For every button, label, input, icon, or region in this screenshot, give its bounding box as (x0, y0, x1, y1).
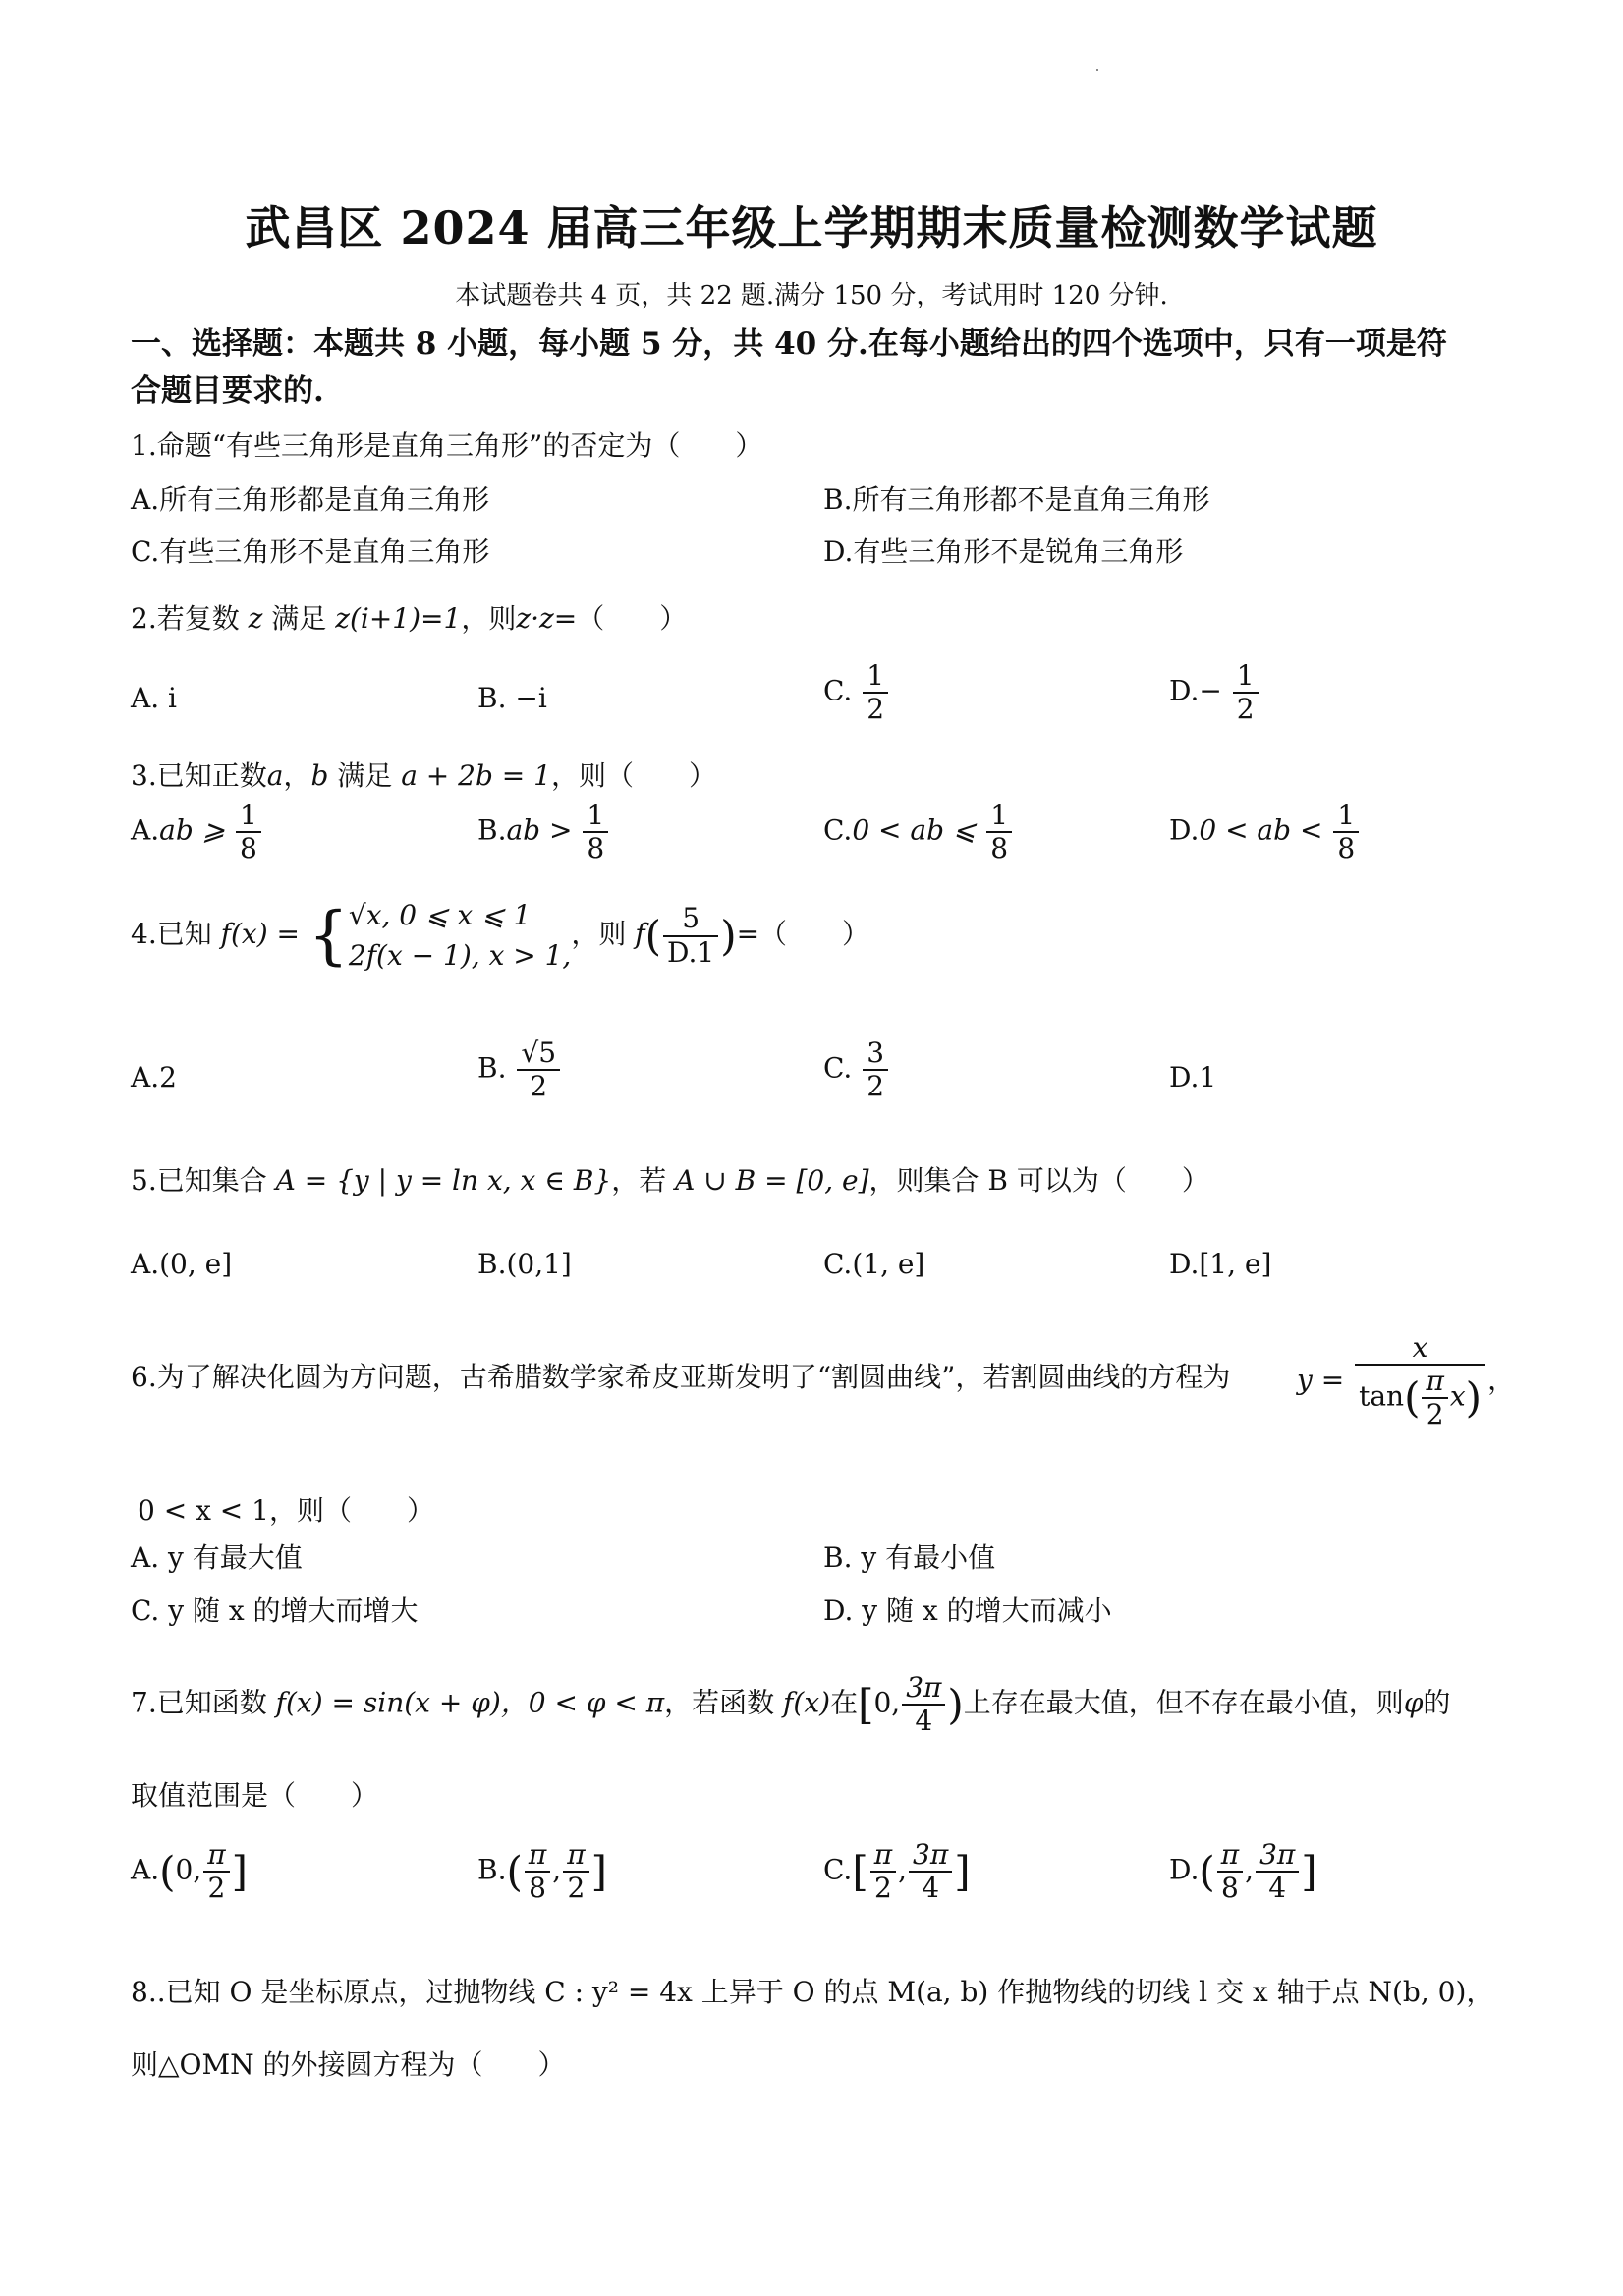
q3-a-expr: ab ⩾ (159, 813, 226, 847)
q2-d-fraction (1233, 660, 1259, 725)
page-subtitle: 本试题卷共 4 页，共 22 题.满分 150 分，考试用时 120 分钟. (455, 281, 1168, 310)
q2-z: z (248, 602, 263, 635)
q7-b-fraction-2 (563, 1839, 588, 1904)
q3-b-label: B. (477, 813, 507, 847)
q6-comma: ， (1487, 1363, 1516, 1396)
q3-option-c (823, 800, 1014, 865)
q7-d-label: D. (1169, 1853, 1200, 1886)
q6-fraction (1355, 1332, 1485, 1431)
q6-option-c: C. y 随 x 的增大而增大 (131, 1595, 419, 1627)
q4-option-d: D.1 (1169, 1061, 1217, 1093)
q5-prefix: 5.已知集合 (131, 1164, 267, 1197)
q2-mid2: ，则 (461, 602, 517, 635)
q3-b-var: b (310, 759, 329, 792)
q3-c-denominator: 8 (990, 832, 1009, 866)
q7-c-fraction-2 (909, 1839, 952, 1904)
q3-b-fraction (583, 800, 608, 865)
q4-brace: { (308, 899, 349, 974)
q7-d-num-1: π (1217, 1839, 1243, 1873)
q7-a-numerator: π (203, 1839, 229, 1873)
q4-c-label: C. (823, 1051, 853, 1085)
q6-two: 2 (1426, 1398, 1444, 1431)
q3-c-label: C. (823, 813, 853, 847)
q4-denominator: D.1 (667, 935, 715, 969)
q4-mid: ，则 (571, 918, 627, 951)
q2-c-fraction (863, 660, 888, 725)
q4-suffix: =（ ） (736, 918, 870, 951)
q4-b-denominator: 2 (530, 1070, 548, 1103)
q7-d-fraction-1 (1217, 1839, 1243, 1904)
q4-b-label: B. (477, 1051, 507, 1085)
q7-b-label: B. (477, 1853, 507, 1886)
q7-b-den-1: 8 (529, 1872, 546, 1905)
q3-b-denominator: 8 (587, 832, 605, 866)
q3-prefix: 3.已知正数 (131, 759, 267, 792)
q5-union: A ∪ B = [0, e] (675, 1164, 869, 1197)
q3-a-label: A. (131, 813, 160, 847)
q2-option-a: A. i (131, 682, 177, 714)
q6-numerator: x (1355, 1332, 1485, 1366)
q6-paren-open: ( (1404, 1373, 1421, 1423)
q7-option-c: C.[ $\frac{\pi}{2}$ , $\frac{3\pi}{4}$ ] (823, 1838, 971, 1905)
q3-b-numerator: 1 (583, 800, 608, 833)
q7-d-fraction-2 (1256, 1839, 1299, 1904)
q7-c-num-2: 3π (909, 1839, 952, 1873)
q3-d-label: D. (1169, 813, 1200, 847)
q7-b-open: ( (506, 1847, 523, 1896)
q2-c-label: C. (823, 674, 853, 707)
q2-option-b: B. −i (477, 682, 547, 714)
section-heading-line1: 一、选择题：本题共 8 小题，每小题 5 分，共 40 分.在每小题给出的四个选项中，只有一项是符 (131, 326, 1447, 362)
q7-option-d: D.( $\frac{\pi}{8}$ , $\frac{3\pi}{4}$ ] (1169, 1838, 1317, 1905)
q4-numerator: 5 (663, 903, 718, 936)
q7-mid: ，若函数 (664, 1686, 775, 1719)
q3-d-fraction (1333, 800, 1359, 865)
q3-a-fraction (236, 800, 261, 865)
q4-case-2: 2f(x − 1), x > 1, (348, 938, 572, 972)
q7-d-open: ( (1199, 1847, 1215, 1896)
q7-interval-fraction (902, 1672, 945, 1737)
q7-b-close: ] (590, 1847, 607, 1896)
q3-c-expr: 0 < ab ⩽ (852, 813, 977, 847)
q2-expression: z·z (516, 602, 554, 635)
q3-option-b (477, 800, 610, 865)
q1-option-c: C.有些三角形不是直角三角形 (131, 535, 490, 568)
q3-d-expr: 0 < ab < (1199, 813, 1323, 847)
q6-denominator (1355, 1366, 1485, 1430)
q7-bracket-open: [ (858, 1680, 874, 1729)
q7-phi: φ (1403, 1686, 1424, 1719)
q2-c-denominator: 2 (867, 693, 885, 726)
q7-c-label: C. (823, 1853, 853, 1886)
scan-dot (1096, 69, 1098, 71)
q6-formula (1297, 1332, 1515, 1431)
section-heading (131, 320, 1516, 415)
q7-b-num-2: π (563, 1839, 588, 1873)
q4-paren-open: ( (644, 912, 662, 961)
q4-option-a: A.2 (131, 1061, 177, 1093)
q3-equation: a + 2b = 1 (401, 759, 551, 792)
q7-line2: 取值范围是（ ） (131, 1779, 379, 1812)
q5-option-c: C.(1, e] (823, 1248, 925, 1280)
q3-b-expr: ab > (506, 813, 573, 847)
q7-a-fraction (203, 1839, 229, 1904)
q7-prefix: 7.已知函数 (131, 1686, 267, 1719)
q7-d-num-2: 3π (1256, 1839, 1299, 1873)
q5-suffix: ，则集合 B 可以为（ ） (868, 1164, 1209, 1197)
q7-a-denominator: 2 (207, 1872, 226, 1905)
q7-c-open: [ (852, 1847, 868, 1896)
q2-d-numerator: 1 (1233, 660, 1259, 694)
q7-d-close: ] (1301, 1847, 1317, 1896)
q7-a-zero: 0, (175, 1853, 202, 1886)
q2-d-label: D.− (1169, 674, 1222, 707)
q8-line1: 8..已知 O 是坐标原点，过抛物线 C : y² = 4x 上异于 O 的点 M(a, b) 作抛物线的切线 l 交 x 轴于点 N(b, 0)， (131, 1976, 1494, 2008)
q7-interval-numerator: 3π (902, 1672, 945, 1706)
q7-a-close: ] (231, 1847, 249, 1896)
q6-stem: 6.为了解决化圆为方问题，古希腊数学家希皮亚斯发明了“割圆曲线”，若割圆曲线的方程为 (131, 1361, 1231, 1393)
q6-tan: tan (1359, 1379, 1405, 1413)
q7-interval-denominator: 4 (915, 1705, 933, 1738)
q6-x: x (1449, 1379, 1466, 1413)
q1-option-d: D.有些三角形不是锐角三角形 (823, 535, 1184, 568)
q5-option-d: D.[1, e] (1169, 1248, 1272, 1280)
q4-f: f (635, 918, 645, 951)
q3-a-numerator: 1 (236, 800, 261, 833)
q4-paren-close: ) (720, 912, 737, 961)
q3-c-fraction (986, 800, 1012, 865)
q5-set: A = {y | y = ln x, x ∈ B} (275, 1164, 612, 1197)
q6-inner-fraction (1422, 1366, 1447, 1430)
q3-c-numerator: 1 (986, 800, 1012, 833)
q3-option-a (131, 800, 263, 865)
q5-option-a: A.(0, e] (131, 1248, 233, 1280)
q2-option-c (823, 660, 890, 725)
q7-a-label: A. (131, 1853, 160, 1886)
q4-b-numerator: √5 (517, 1037, 560, 1071)
q7-function: f(x) = sin(x + φ) (275, 1686, 501, 1719)
q5-stem (131, 1159, 1209, 1199)
q6-condition: 0 < x < 1，则（ ） (138, 1494, 434, 1527)
q7-b-num-1: π (525, 1839, 550, 1873)
q7-a-open: ( (159, 1847, 176, 1896)
q2-equation: z(i+1)=1 (335, 602, 462, 635)
q7-fx: f(x) (783, 1686, 831, 1719)
q4-option-c (823, 1037, 890, 1102)
q6-option-d: D. y 随 x 的增大而减小 (823, 1595, 1112, 1627)
q2-stem (131, 597, 687, 637)
q2-prefix: 2.若复数 (131, 602, 240, 635)
q7-d-den-2: 4 (1268, 1872, 1287, 1905)
q7-condition: ，0 < φ < π (500, 1686, 665, 1719)
q4-prefix: 4.已知 (131, 918, 212, 951)
q4-fraction (663, 903, 718, 968)
q7-c-fraction-1 (870, 1839, 896, 1904)
q4-stem (131, 896, 869, 976)
q1-option-b: B.所有三角形都不是直角三角形 (823, 483, 1210, 516)
q2-c-numerator: 1 (863, 660, 888, 694)
q7-tail: 上存在最大值，但不存在最小值，则 (963, 1686, 1404, 1719)
q3-suffix: ，则（ ） (550, 759, 716, 792)
q6-pi: π (1422, 1366, 1447, 1399)
q7-option-b: B.( $\frac{\pi}{8}$ , $\frac{\pi}{2}$ ] (477, 1838, 607, 1905)
q5-mid: ，若 (611, 1164, 667, 1197)
q3-stem (131, 755, 716, 794)
q7-in: 在 (830, 1686, 859, 1719)
q3-mid: 满足 (337, 759, 393, 792)
q4-cases (349, 896, 571, 976)
q2-suffix: =（ ） (553, 602, 688, 635)
q2-mid1: 满足 (271, 602, 327, 635)
q3-a-denominator: 8 (240, 832, 257, 866)
q1-stem: 1.命题“有些三角形是直角三角形”的否定为（ ） (131, 429, 763, 462)
q3-d-numerator: 1 (1333, 800, 1359, 833)
q3-option-d (1169, 800, 1361, 865)
q7-c-den-2: 4 (922, 1872, 940, 1905)
q7-interval-left: 0, (873, 1686, 901, 1719)
q7-paren-close: ) (947, 1680, 964, 1729)
q5-option-b: B.(0,1] (477, 1248, 572, 1280)
page-title: 武昌区 2024 届高三年级上学期期末质量检测数学试题 (245, 201, 1378, 254)
q7-de: 的 (1423, 1686, 1451, 1719)
q3-d-denominator: 8 (1337, 832, 1356, 866)
q7-c-den-1: 2 (874, 1872, 892, 1905)
q3-a-var: a (266, 759, 284, 792)
q6-option-a: A. y 有最大值 (131, 1541, 303, 1574)
q7-b-den-2: 2 (567, 1872, 586, 1905)
q2-option-d (1169, 660, 1260, 725)
q7-c-close: ] (954, 1847, 971, 1896)
q6-y: y = (1297, 1363, 1345, 1396)
q7-option-a (131, 1839, 248, 1904)
q7-b-fraction-1 (525, 1839, 550, 1904)
q6-paren-close: ) (1465, 1373, 1483, 1423)
q4-c-numerator: 3 (863, 1037, 888, 1071)
q3-comma: ， (283, 759, 311, 792)
section-heading-line2: 合题目要求的. (131, 373, 324, 409)
q1-option-a: A.所有三角形都是直角三角形 (131, 483, 490, 516)
q4-c-fraction (863, 1037, 888, 1102)
q4-c-denominator: 2 (867, 1070, 885, 1103)
q4-b-fraction (517, 1037, 560, 1102)
q7-stem (131, 1672, 1450, 1737)
q4-fx: f(x) = (220, 918, 300, 951)
q4-option-b (477, 1037, 562, 1102)
q2-d-denominator: 2 (1236, 693, 1255, 726)
q7-c-num-1: π (870, 1839, 896, 1873)
q6-option-b: B. y 有最小值 (823, 1541, 996, 1574)
q7-d-den-1: 8 (1221, 1872, 1239, 1905)
q4-case-1: √x, 0 ⩽ x ⩽ 1 (348, 899, 532, 931)
q8-line2: 则△OMN 的外接圆方程为（ ） (131, 2048, 566, 2081)
